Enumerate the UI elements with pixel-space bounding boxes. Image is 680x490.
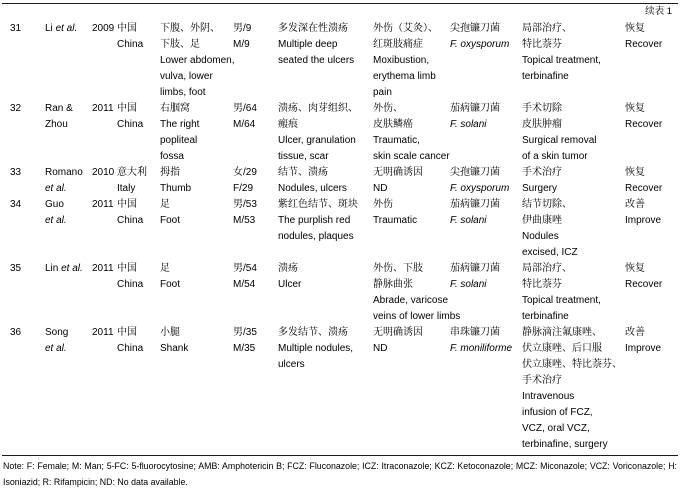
- cell-year: 2011: [92, 103, 114, 114]
- cell-predisposing-cause: 外伤、 皮肤鳞癌 Traumatic, skin scale cancer: [373, 103, 450, 162]
- continuation-label: 续表 1: [645, 6, 672, 17]
- cell-sex-age: 男/9 M/9: [233, 23, 252, 50]
- top-rule: [2, 3, 678, 4]
- cell-sex-age: 女/29 F/29: [233, 167, 257, 194]
- cell-infection-site: 拇指 Thumb: [160, 167, 192, 194]
- cell-predisposing-cause: 无明确诱因 ND: [373, 327, 423, 354]
- table-row: [10, 165, 680, 197]
- cell-author: Song et al.: [45, 327, 69, 354]
- cell-outcome: 改善 Improve: [625, 199, 662, 226]
- cell-infection-site: 右腘窝 The right popliteal fossa: [160, 103, 200, 162]
- cell-clinical-presentation: 溃疡 Ulcer: [278, 263, 302, 290]
- case-table: [10, 21, 680, 453]
- cell-country: 中国 China: [117, 327, 144, 354]
- cell-author: Li et al.: [45, 23, 78, 34]
- cell-predisposing-cause: 无明确诱因 ND: [373, 167, 423, 194]
- cell-case-number: 33: [10, 167, 22, 178]
- cell-fusarium-species: 茄病镰刀菌 F. solani: [450, 199, 500, 226]
- cell-author: Ran & Zhou: [45, 103, 73, 130]
- cell-country: 中国 China: [117, 199, 144, 226]
- cell-case-number: 36: [10, 327, 22, 338]
- cell-outcome: 恢复 Recover: [625, 23, 663, 50]
- table-row: [10, 101, 680, 165]
- cell-fusarium-species: 串珠镰刀菌 F. moniliforme: [450, 327, 513, 354]
- cell-case-number: 31: [10, 23, 22, 34]
- footnote-line-1: Note: F: Female; M: Man; 5-FC: 5-fluorocytosine; AMB: Amphotericin B; FCZ: Fluconazole; ICZ: Itraconazole; KCZ: Ketoconazole; MCZ: Miconazole; VCZ: Voriconazole; H:: [3, 461, 677, 471]
- cell-infection-site: 下腹、外阴、 下肢、足 Lower abdomen, vulva, lower limbs, foot: [160, 23, 235, 98]
- cell-clinical-presentation: 多发深在性溃疡 Multiple deep seated the ulcers: [278, 23, 355, 66]
- table-row: [10, 21, 680, 101]
- cell-author: Romano et al.: [45, 167, 83, 194]
- table-row: [10, 261, 680, 325]
- cell-year: 2011: [92, 327, 114, 338]
- cell-treatment: 手术治疗 Surgery: [522, 167, 562, 194]
- cell-infection-site: 足 Foot: [160, 263, 181, 290]
- cell-predisposing-cause: 外伤 Traumatic: [373, 199, 418, 226]
- cell-sex-age: 男/53 M/53: [233, 199, 257, 226]
- cell-treatment: 手术切除 皮肤肿瘤 Surgical removal of a skin tumor: [522, 103, 597, 162]
- cell-predisposing-cause: 外伤、下肢 静脉曲张 Abrade, varicose veins of lower limbs: [373, 263, 461, 322]
- cell-fusarium-species: 茄病镰刀菌 F. solani: [450, 103, 500, 130]
- cell-infection-site: 足 Foot: [160, 199, 181, 226]
- cell-clinical-presentation: 多发结节、溃疡 Multiple nodules, ulcers: [278, 327, 354, 370]
- cell-year: 2011: [92, 263, 114, 274]
- cell-country: 中国 China: [117, 103, 144, 130]
- cell-treatment: 静脉滴注氟康唑、 伏立康唑、后口服 伏立康唑、特比萘芬、 手术治疗 Intravenous infusion of FCZ, VCZ, oral VCZ, terbinafine, surgery: [522, 327, 622, 450]
- cell-author: Guo et al.: [45, 199, 67, 226]
- cell-clinical-presentation: 紫红色结节、斑块 The purplish red nodules, plaques: [278, 199, 358, 242]
- cell-country: 意大利 Italy: [117, 167, 147, 194]
- cell-sex-age: 男/64 M/64: [233, 103, 257, 130]
- table-row: [10, 197, 680, 261]
- cell-outcome: 恢复 Recover: [625, 263, 663, 290]
- cell-treatment: 局部治疗、 特比萘芬 Topical treatment, terbinafine: [522, 23, 601, 82]
- cell-outcome: 恢复 Recover: [625, 167, 663, 194]
- cell-country: 中国 China: [117, 23, 144, 50]
- cell-year: 2011: [92, 199, 114, 210]
- cell-case-number: 34: [10, 199, 22, 210]
- cell-treatment: 局部治疗、 特比萘芬 Topical treatment, terbinafine: [522, 263, 601, 322]
- cell-year: 2009: [92, 23, 115, 34]
- cell-year: 2010: [92, 167, 115, 178]
- cell-outcome: 恢复 Recover: [625, 103, 663, 130]
- cell-clinical-presentation: 结节、溃疡 Nodules, ulcers: [278, 167, 347, 194]
- cell-case-number: 32: [10, 103, 22, 114]
- cell-predisposing-cause: 外伤（艾灸）、 红斑肢痛症 Moxibustion, erythema limb pain: [373, 23, 438, 98]
- bottom-rule: [2, 455, 678, 456]
- table-row: [10, 325, 680, 453]
- footnote: [3, 459, 677, 490]
- cell-fusarium-species: 尖孢镰刀菌 F. oxysporum: [450, 167, 510, 194]
- cell-country: 中国 China: [117, 263, 144, 290]
- cell-infection-site: 小腿 Shank: [160, 327, 189, 354]
- cell-sex-age: 男/54 M/54: [233, 263, 257, 290]
- cell-fusarium-species: 茄病镰刀菌 F. solani: [450, 263, 500, 290]
- cell-fusarium-species: 尖孢镰刀菌 F. oxysporum: [450, 23, 510, 50]
- cell-clinical-presentation: 溃疡、肉芽组织、 瘢痕 Ulcer, granulation tissue, scar: [278, 103, 358, 162]
- cell-author: Lin et al.: [45, 263, 83, 274]
- footnote-line-2: Isoniazid; R: Rifampicin; ND: No data available.: [3, 476, 188, 487]
- cell-case-number: 35: [10, 263, 22, 274]
- cell-treatment: 结节切除、 伊曲康唑 Nodules excised, ICZ: [522, 199, 578, 258]
- cell-outcome: 改善 Improve: [625, 327, 662, 354]
- cell-sex-age: 男/35 M/35: [233, 327, 257, 354]
